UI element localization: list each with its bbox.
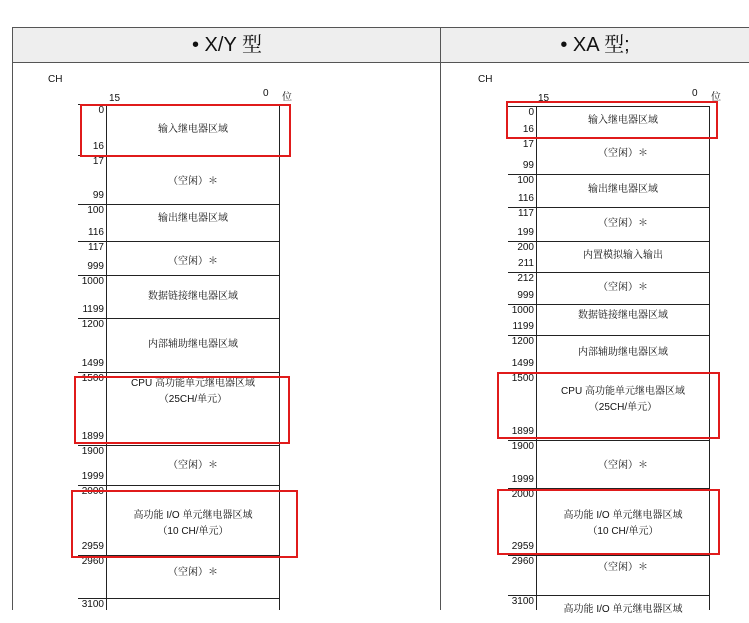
- area-label: （空闲）＊: [168, 176, 218, 187]
- area-label: 内部辅助继电器区域: [148, 339, 238, 350]
- area-separator: [508, 241, 710, 242]
- area-label: CPU 高功能单元继电器区域: [131, 378, 255, 389]
- area-separator: [508, 335, 710, 336]
- area-end-address: 99: [522, 160, 534, 171]
- area-end-address: 16: [92, 141, 104, 152]
- area-label: 输出继电器区域: [158, 213, 228, 224]
- area-label: 高功能 I/O 单元继电器区域: [563, 604, 683, 615]
- highlight-box: [74, 376, 290, 444]
- area-end-address: 999: [517, 290, 534, 301]
- area-start-address: 100: [87, 205, 104, 216]
- bit-high-label: 15: [538, 93, 550, 104]
- area-end-address: 1499: [511, 358, 534, 369]
- area-label: （空闲）＊: [598, 282, 648, 293]
- area-end-address: 16: [522, 124, 534, 135]
- area-label: （10 CH/单元）: [157, 526, 229, 537]
- area-start-address: 1900: [511, 441, 534, 452]
- area-start-address: 17: [522, 139, 534, 150]
- area-start-address: 1500: [511, 373, 534, 384]
- bit-high-label: 15: [109, 93, 121, 104]
- area-end-address: 2959: [511, 541, 534, 552]
- area-start-address: 1000: [511, 305, 534, 316]
- ch-label: CH: [478, 74, 493, 85]
- area-label: 数据链接继电器区域: [148, 291, 238, 302]
- area-label: 高功能 I/O 单元继电器区域: [563, 510, 683, 521]
- area-label: （空闲）＊: [598, 562, 648, 573]
- area-end-address: 116: [518, 193, 534, 204]
- area-start-address: 3100: [511, 596, 534, 607]
- area-end-address: 211: [518, 258, 534, 269]
- area-label: （10 CH/单元）: [587, 526, 659, 537]
- area-end-address: 1899: [81, 431, 104, 442]
- area-start-address: 100: [517, 175, 534, 186]
- column-divider: [440, 27, 441, 610]
- area-label: 输入继电器区域: [158, 124, 228, 135]
- area-label: （空闲）＊: [598, 460, 648, 471]
- area-separator: [508, 555, 710, 556]
- table-left-border: [12, 27, 13, 610]
- highlight-box: [80, 104, 291, 157]
- area-label: 内部辅助继电器区域: [578, 347, 668, 358]
- area-start-address: 17: [92, 156, 104, 167]
- bit-unit-label: 位: [711, 92, 721, 103]
- highlight-box: [497, 372, 720, 439]
- area-end-address: 1899: [511, 426, 534, 437]
- area-start-address: 2000: [81, 486, 104, 497]
- column-header-xa: • XA 型;: [441, 28, 749, 63]
- area-end-address: 1499: [81, 358, 104, 369]
- area-separator: [508, 272, 710, 273]
- area-end-address: 99: [92, 190, 104, 201]
- area-separator: [508, 440, 710, 441]
- bit-unit-label: 位: [282, 92, 292, 103]
- area-start-address: 2960: [81, 556, 104, 567]
- area-end-address: 999: [87, 261, 104, 272]
- area-end-address: 199: [517, 227, 534, 238]
- area-label: （空闲）＊: [168, 460, 218, 471]
- area-label: 数据链接继电器区域: [578, 310, 668, 321]
- area-start-address: 0: [98, 105, 104, 116]
- area-separator: [78, 241, 280, 242]
- highlight-box: [71, 490, 298, 558]
- area-start-address: 117: [88, 242, 104, 253]
- area-separator: [508, 174, 710, 175]
- area-end-address: 116: [88, 227, 104, 238]
- area-start-address: 1900: [81, 446, 104, 457]
- area-label: （空闲）＊: [598, 148, 648, 159]
- area-start-address: 1200: [511, 336, 534, 347]
- highlight-box: [497, 489, 720, 555]
- area-label: 高功能 I/O 单元继电器区域: [133, 510, 253, 521]
- column-header-xy: • X/Y 型: [13, 28, 441, 63]
- area-label: （25CH/单元）: [588, 402, 658, 413]
- area-label: 输入继电器区域: [588, 115, 658, 126]
- area-label: 输出继电器区域: [588, 184, 658, 195]
- area-separator: [78, 318, 280, 319]
- area-start-address: 2960: [511, 556, 534, 567]
- bit-low-label: 0: [263, 88, 269, 99]
- area-start-address: 1000: [81, 276, 104, 287]
- area-separator: [508, 595, 710, 596]
- highlight-box: [506, 101, 718, 139]
- area-end-address: 1199: [82, 304, 104, 315]
- area-start-address: 3100: [81, 599, 104, 610]
- area-end-address: 1999: [81, 471, 104, 482]
- area-start-address: 200: [517, 242, 534, 253]
- area-start-address: 117: [518, 208, 534, 219]
- area-separator: [78, 275, 280, 276]
- area-end-address: 1999: [511, 474, 534, 485]
- area-start-address: 0: [528, 107, 534, 118]
- area-start-address: 2000: [511, 489, 534, 500]
- ch-label: CH: [48, 74, 63, 85]
- area-separator: [78, 485, 280, 486]
- area-label: （25CH/单元）: [158, 394, 228, 405]
- area-separator: [508, 304, 710, 305]
- bit-low-label: 0: [692, 88, 698, 99]
- area-label: （空闲）＊: [598, 218, 648, 229]
- area-end-address: 1199: [512, 321, 534, 332]
- area-end-address: 2959: [81, 541, 104, 552]
- area-label: （空闲）＊: [168, 256, 218, 267]
- area-separator: [78, 204, 280, 205]
- area-separator: [78, 445, 280, 446]
- area-separator: [508, 207, 710, 208]
- area-separator: [78, 372, 280, 373]
- area-label: 内置模拟输入输出: [583, 250, 663, 261]
- area-separator: [78, 598, 280, 599]
- area-label: CPU 高功能单元继电器区域: [561, 386, 685, 397]
- area-start-address: 1200: [81, 319, 104, 330]
- area-start-address: 1500: [81, 373, 104, 384]
- area-start-address: 212: [517, 273, 534, 284]
- area-label: （空闲）＊: [168, 567, 218, 578]
